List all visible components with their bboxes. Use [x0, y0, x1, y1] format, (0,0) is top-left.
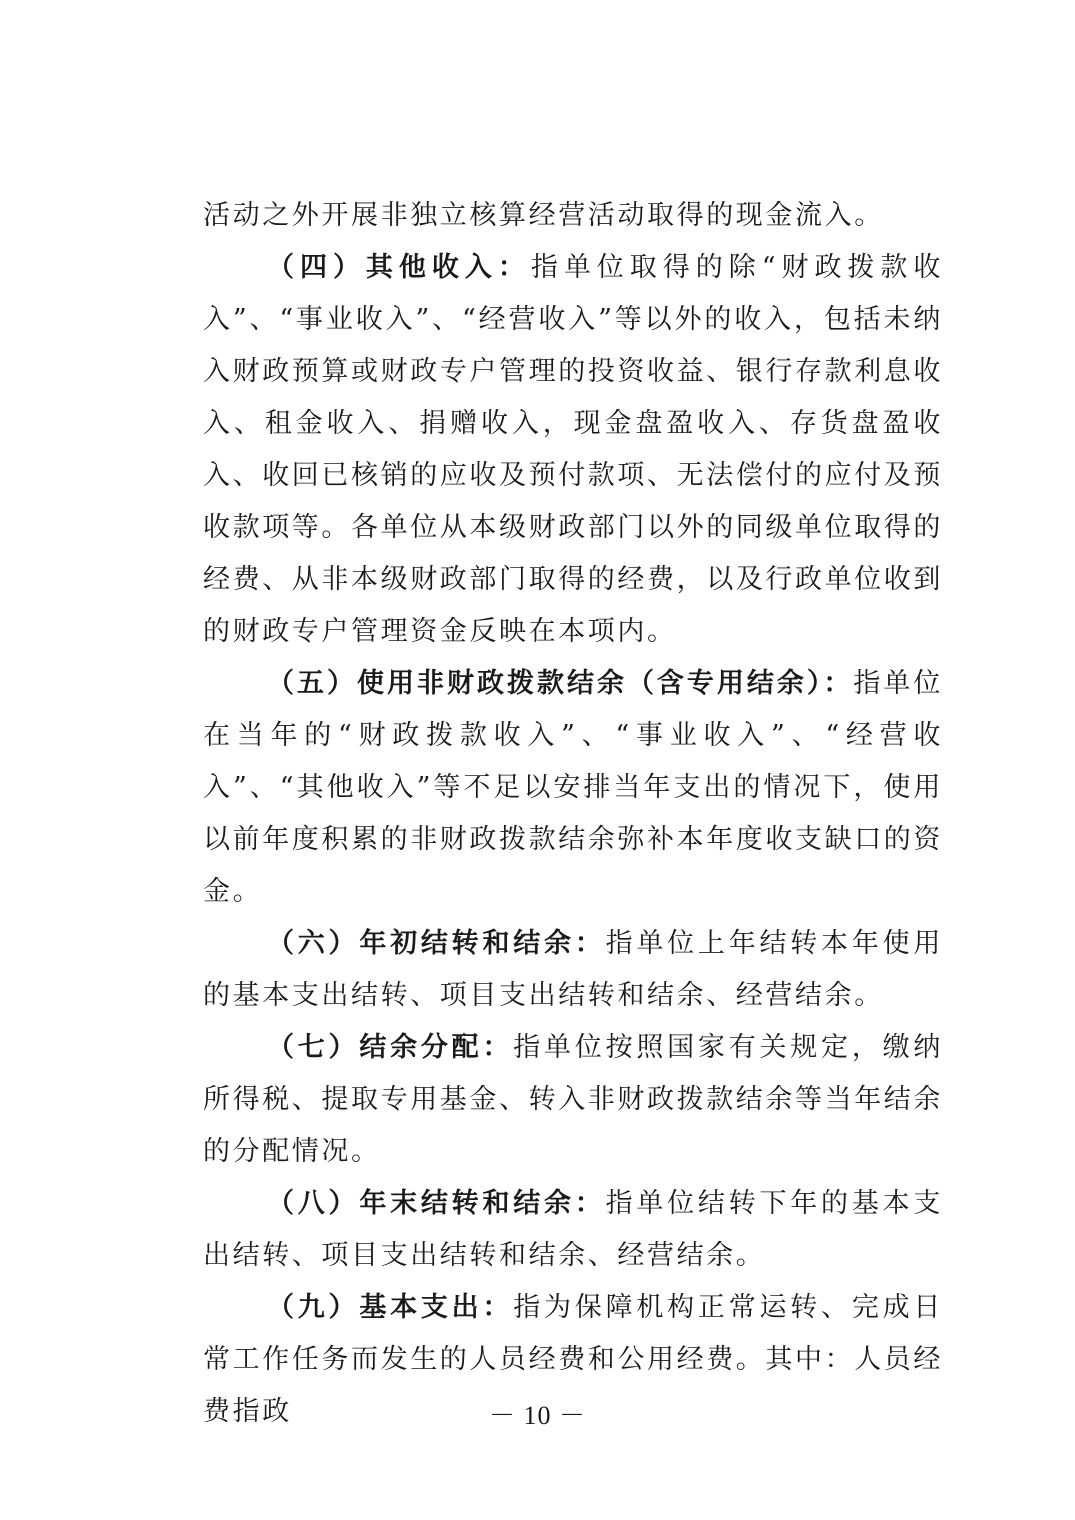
paragraph-heading: （八）年末结转和结余： — [267, 1188, 606, 1219]
paragraph-text: 指单位取得的除“财政拨款收入”、“事业收入”、“经营收入”等以外的收入，包括未纳入财政预算或财政专户管理的投资收益、银行存款利息收入、租金收入、捐赠收入，现金盘盈收入、存货盘盈收入、收回已核销的应收及预付款项、无法偿付的应付及预收款项等。各单位从本级财政部门以外的同级单位取得的经费、从非本级财政部门取得的经费，以及行政单位收到的财政专户管理资金反映在本项内。 — [203, 252, 943, 647]
paragraph-continuation — [203, 190, 943, 242]
paragraph-text: 指单位在当年的“财政拨款收入”、“事业收入”、“经营收入”、“其他收入”等不足以安排当年支出的情况下，使用以前年度积累的非财政拨款结余弥补本年度收支缺口的资金。 — [203, 668, 943, 907]
paragraph-other-income — [203, 242, 943, 658]
paragraph-non-fiscal-surplus — [203, 658, 943, 918]
paragraph-closing-carryover — [203, 1178, 943, 1282]
paragraph-text: 活动之外开展非独立核算经营活动取得的现金流入。 — [203, 200, 884, 231]
paragraph-heading: （七）结余分配： — [267, 1032, 514, 1063]
paragraph-surplus-distribution — [203, 1022, 943, 1178]
paragraph-heading: （九）基本支出： — [267, 1292, 514, 1323]
paragraph-opening-carryover — [203, 918, 943, 1022]
paragraph-heading: （四）其他收入： — [267, 252, 531, 283]
paragraph-text: 指为保障机构正常运转、完成日常工作任务而发生的人员经费和公用经费。其中：人员经费指政 — [203, 1292, 943, 1427]
paragraph-text: 指单位结转下年的基本支出结转、项目支出结转和结余、经营结余。 — [203, 1188, 943, 1271]
page-number: － 10 － — [488, 1401, 586, 1430]
document-body — [203, 190, 943, 1438]
paragraph-text: 指单位上年结转本年使用的基本支出结转、项目支出结转和结余、经营结余。 — [203, 928, 943, 1011]
paragraph-heading: （六）年初结转和结余： — [267, 928, 606, 959]
paragraph-heading: （五）使用非财政拨款结余（含专用结余）： — [267, 668, 854, 699]
paragraph-text: 指单位按照国家有关规定，缴纳所得税、提取专用基金、转入非财政拨款结余等当年结余的分配情况。 — [203, 1032, 943, 1167]
